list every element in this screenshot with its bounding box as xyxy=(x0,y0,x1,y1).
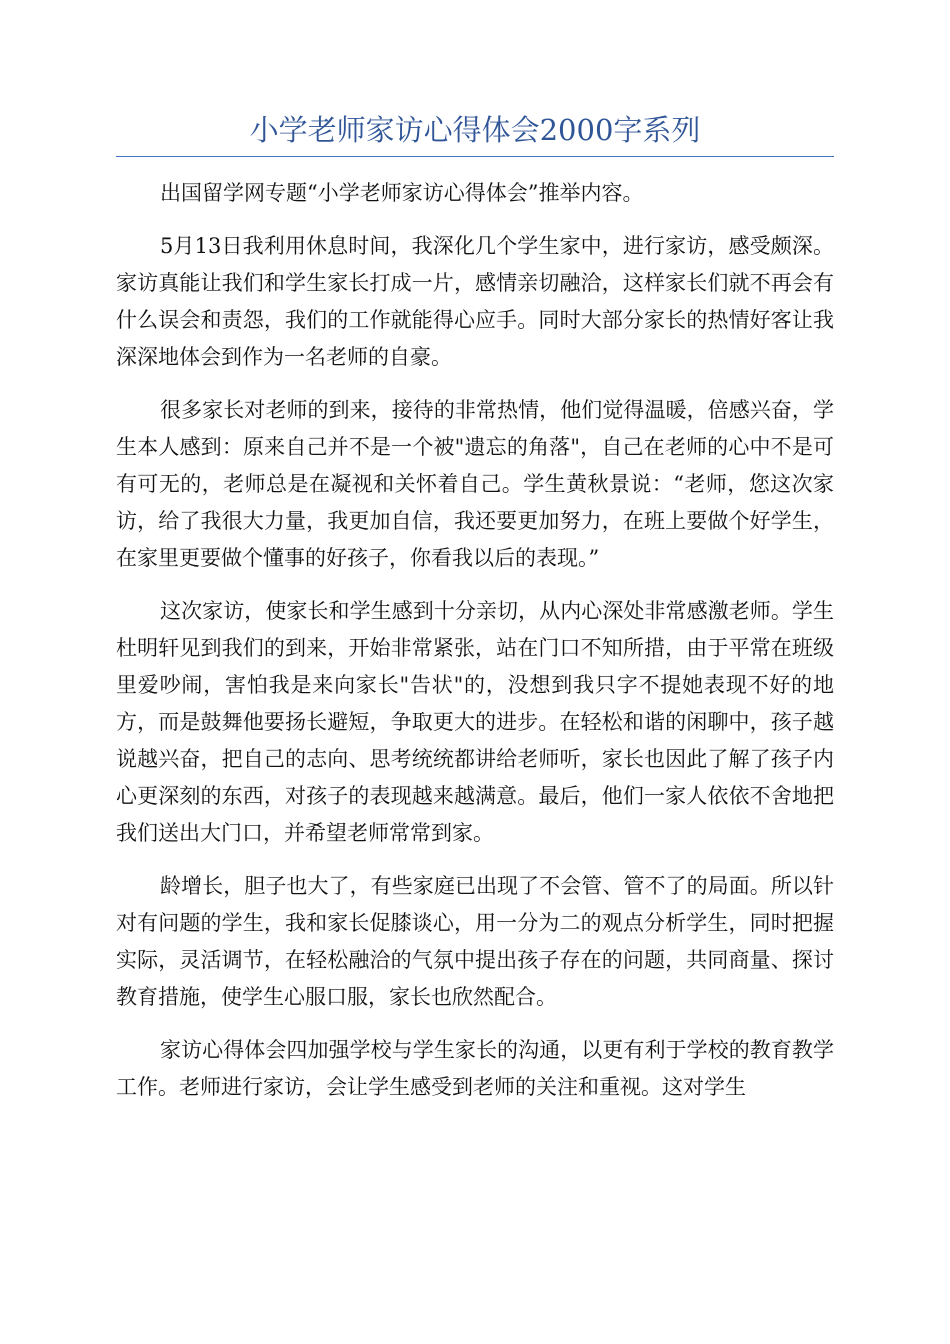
document-title: 小学老师家访心得体会2000字系列 xyxy=(249,113,701,147)
document-page xyxy=(116,110,834,1122)
paragraph-communication: 家访心得体会四加强学校与学生家长的沟通，以更有利于学校的教育教学工作。老师进行家访，会让学生感受到老师的关注和重视。这对学生 xyxy=(116,1038,834,1099)
title-underline xyxy=(116,156,834,157)
document-body xyxy=(116,175,834,1106)
paragraph-student-story: 这次家访，使家长和学生感到十分亲切，从内心深处非常感激老师。学生杜明轩见到我们的到来，开始非常紧张，站在门口不知所措，由于平常在班级里爱吵闹，害怕我是来向家长"告状"的，没想到我只字不提她表现不好的地方，而是鼓舞他要扬长避短，争取更大的进步。在轻松和谐的闲聊中，孩子越说越兴奋，把自己的志向、思考统统都讲给老师听，家长也因此了解了孩子内心更深刻的东西，对孩子的表现越来越满意。最后，他们一家人依依不舍地把我们送出大门口，并希望老师常常到家。 xyxy=(116,599,834,845)
paragraph-home-visit: 5月13日我利用休息时间，我深化几个学生家中，进行家访，感受颇深。家访真能让我们和学生家长打成一片，感情亲切融洽，这样家长们就不再会有什么误会和责怨，我们的工作就能得心应手。同时大部分家长的热情好客让我深深地体会到作为一名老师的自豪。 xyxy=(116,234,834,369)
paragraph-parents-welcome: 很多家长对老师的到来，接待的非常热情，他们觉得温暖，倍感兴奋，学生本人感到：原来自己并不是一个被"遗忘的角落"，自己在老师的心中不是可有可无的，老师总是在凝视和关怀着自己。学生黄秋景说：“老师，您这次家访，给了我很大力量，我更加自信，我还要更加努力，在班上要做个好学生，在家里更要做个懂事的好孩子，你看我以后的表现。” xyxy=(116,398,834,570)
paragraph-problem-students: 龄增长，胆子也大了，有些家庭已出现了不会管、管不了的局面。所以针对有问题的学生，我和家长促膝谈心，用一分为二的观点分析学生，同时把握实际，灵活调节，在轻松融洽的气氛中提出孩子存在的问题，共同商量、探讨教育措施，使学生心服口服，家长也欣然配合。 xyxy=(116,874,834,1009)
paragraph-intro: 出国留学网专题“小学老师家访心得体会”推举内容。 xyxy=(160,181,644,205)
